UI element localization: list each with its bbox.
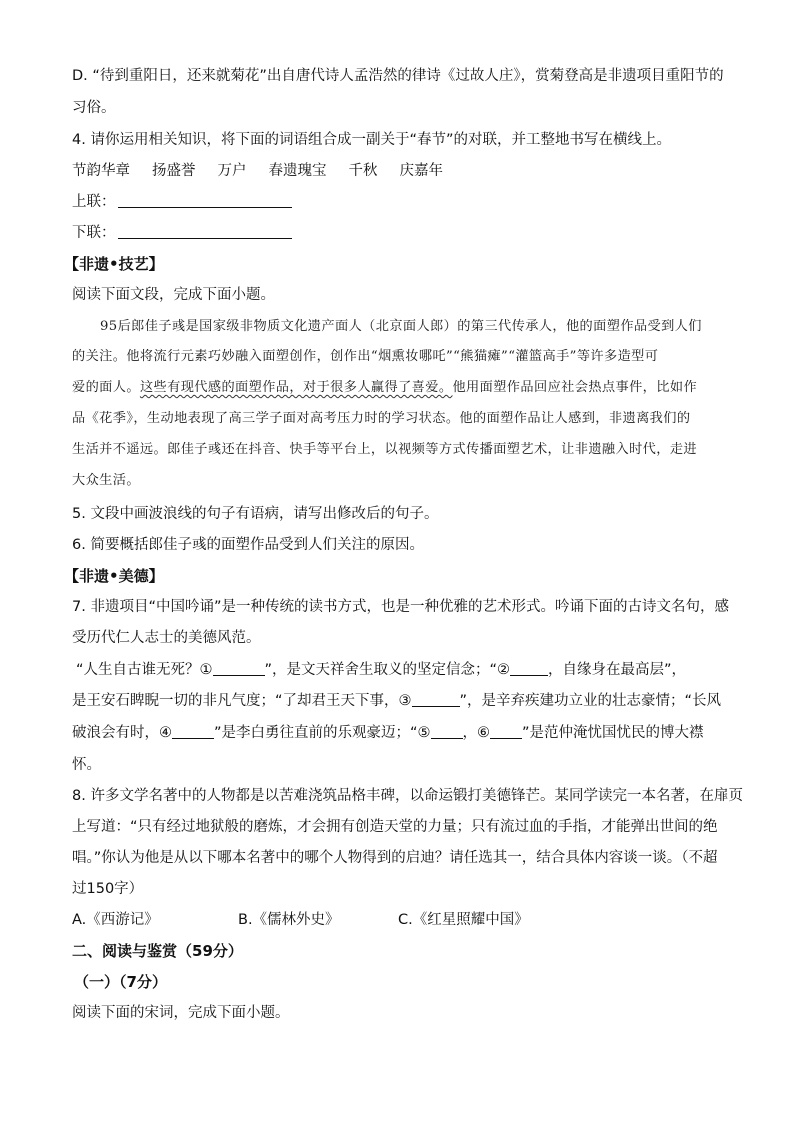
poem-fill-line3 [72,724,704,742]
blank-6[interactable] [490,724,522,739]
question-8-line2: 上写道：“只有经过地狱般的磨炼，才会拥有创造天堂的力量；只有流过血的手指，才能弹出世间的绝 [72,819,718,835]
option-b: B.《儒林外史》 [238,912,340,928]
question-4: 4. 请你运用相关知识，将下面的词语组合成一副关于“春节”的对联，并工整地书写在横线上。 [72,132,671,148]
poem-fill-text: ”是范仲淹忧国忧民的博大襟 [522,725,704,741]
blank-1[interactable] [213,661,265,676]
poem-fill-line2 [72,692,721,710]
passage-line-1: 95后郎佳子彧是国家级非物质文化遗产面人（北京面人郎）的第三代传承人，他的面塑作品受到人们 [100,319,702,334]
options-row [72,911,529,929]
passage-line-4: 品《花季》，生动地表现了高三学子面对高考压力时的学习状态。他的面塑作品让人感到，非遗离我们的 [72,411,691,426]
poem-fill-text: “人生自古谁无死？① [76,662,213,678]
option-a: A.《西游记》 [72,912,159,928]
upper-couplet-row [72,193,292,211]
subsection-1-heading: （一）（7分） [74,973,167,991]
section-2-heading: 二、阅读与鉴赏（59分） [72,942,243,960]
poem-fill-text: ”，是文天祥舍生取义的坚定信念；“② [264,662,511,678]
word-2: 扬盛誉 [152,163,196,179]
option-d-line2: 习俗。 [72,100,116,116]
question-8-line4: 过150字） [72,881,144,897]
lower-couplet-blank[interactable] [118,224,292,239]
word-3: 万户 [217,163,247,179]
passage-line-6: 大众生活。 [72,473,140,488]
blank-4[interactable] [172,724,214,739]
poem-fill-text: ”是李白勇往直前的乐观豪迈；“⑤ [214,725,431,741]
word-4: 春遗瑰宝 [268,163,327,179]
blank-5[interactable] [431,724,463,739]
section-heading-skill: 【非遗•技艺】 [64,255,164,273]
poem-fill-text: ”，是辛弃疾建功立业的壮志豪情；“长风 [459,693,722,709]
question-7-line2: 受历代仁人志士的美德风范。 [72,630,261,646]
upper-couplet-label: 上联： [72,194,116,210]
word-1: 节韵华章 [72,163,130,179]
reading-instruction-2: 阅读下面的宋词，完成下面小题。 [72,1005,290,1021]
poem-fill-line1 [76,661,686,679]
poem-fill-text: ，⑥ [462,725,491,741]
blank-3[interactable] [412,692,460,707]
lower-couplet-label: 下联： [72,225,116,241]
word-list [72,162,465,180]
lower-couplet-row [72,224,292,242]
passage-line-2: 的关注。他将流行元素巧妙融入面塑创作，创作出“烟熏妆哪吒”“熊猫瘫”“灌篮高手”等许多造型可 [72,349,659,364]
option-d-line1: D. “待到重阳日，还来就菊花”出自唐代诗人孟浩然的律诗《过故人庄》，赏菊登高是非遗项目重阳节的 [72,68,724,84]
poem-fill-text: 是王安石睥睨一切的非凡气度；“了却君王天下事，③ [72,693,412,709]
poem-fill-line4: 怀。 [72,757,101,773]
passage-line-3-end: 他用面塑作品回应社会热点事件，比如作 [452,380,698,395]
question-5: 5. 文段中画波浪线的句子有语病，请写出修改后的句子。 [72,506,439,522]
passage-line-3-start: 爱的面人。 [72,380,140,395]
question-8-line1: 8. 许多文学名著中的人物都是以苦难浇筑品格丰碑，以命运锻打美德锋芒。某同学读完一本名著，在扉页 [72,788,743,804]
word-6: 庆嘉年 [399,163,443,179]
question-7-line1: 7. 非遗项目“中国吟诵”是一种传统的读书方式，也是一种优雅的艺术形式。吟诵下面的古诗文名句，感 [72,599,729,615]
option-c: C.《红星照耀中国》 [398,912,529,928]
poem-fill-text: 破浪会有时，④ [72,725,172,741]
upper-couplet-blank[interactable] [118,193,292,208]
passage-line-5: 生活并不遥远。郎佳子彧还在抖音、快手等平台上，以视频等方式传播面塑艺术，让非遗融入时代，走进 [72,442,698,457]
wavy-sentence: 这些有现代感的面塑作品，对于很多人赢得了喜爱。 [139,380,453,395]
blank-2[interactable] [510,661,548,676]
passage-line-3 [72,379,697,397]
word-5: 千秋 [348,163,378,179]
question-6: 6. 简要概括郎佳子彧的面塑作品受到人们关注的原因。 [72,537,424,553]
reading-instruction-1: 阅读下面文段，完成下面小题。 [72,287,275,303]
poem-fill-text: ，自缘身在最高层”， [548,662,687,678]
question-8-line3: 唱。”你认为他是从以下哪本名著中的哪个人物得到的启迪？请任选其一，结合具体内容谈一谈。（不超 [72,850,718,866]
section-heading-virtue: 【非遗•美德】 [64,567,164,585]
